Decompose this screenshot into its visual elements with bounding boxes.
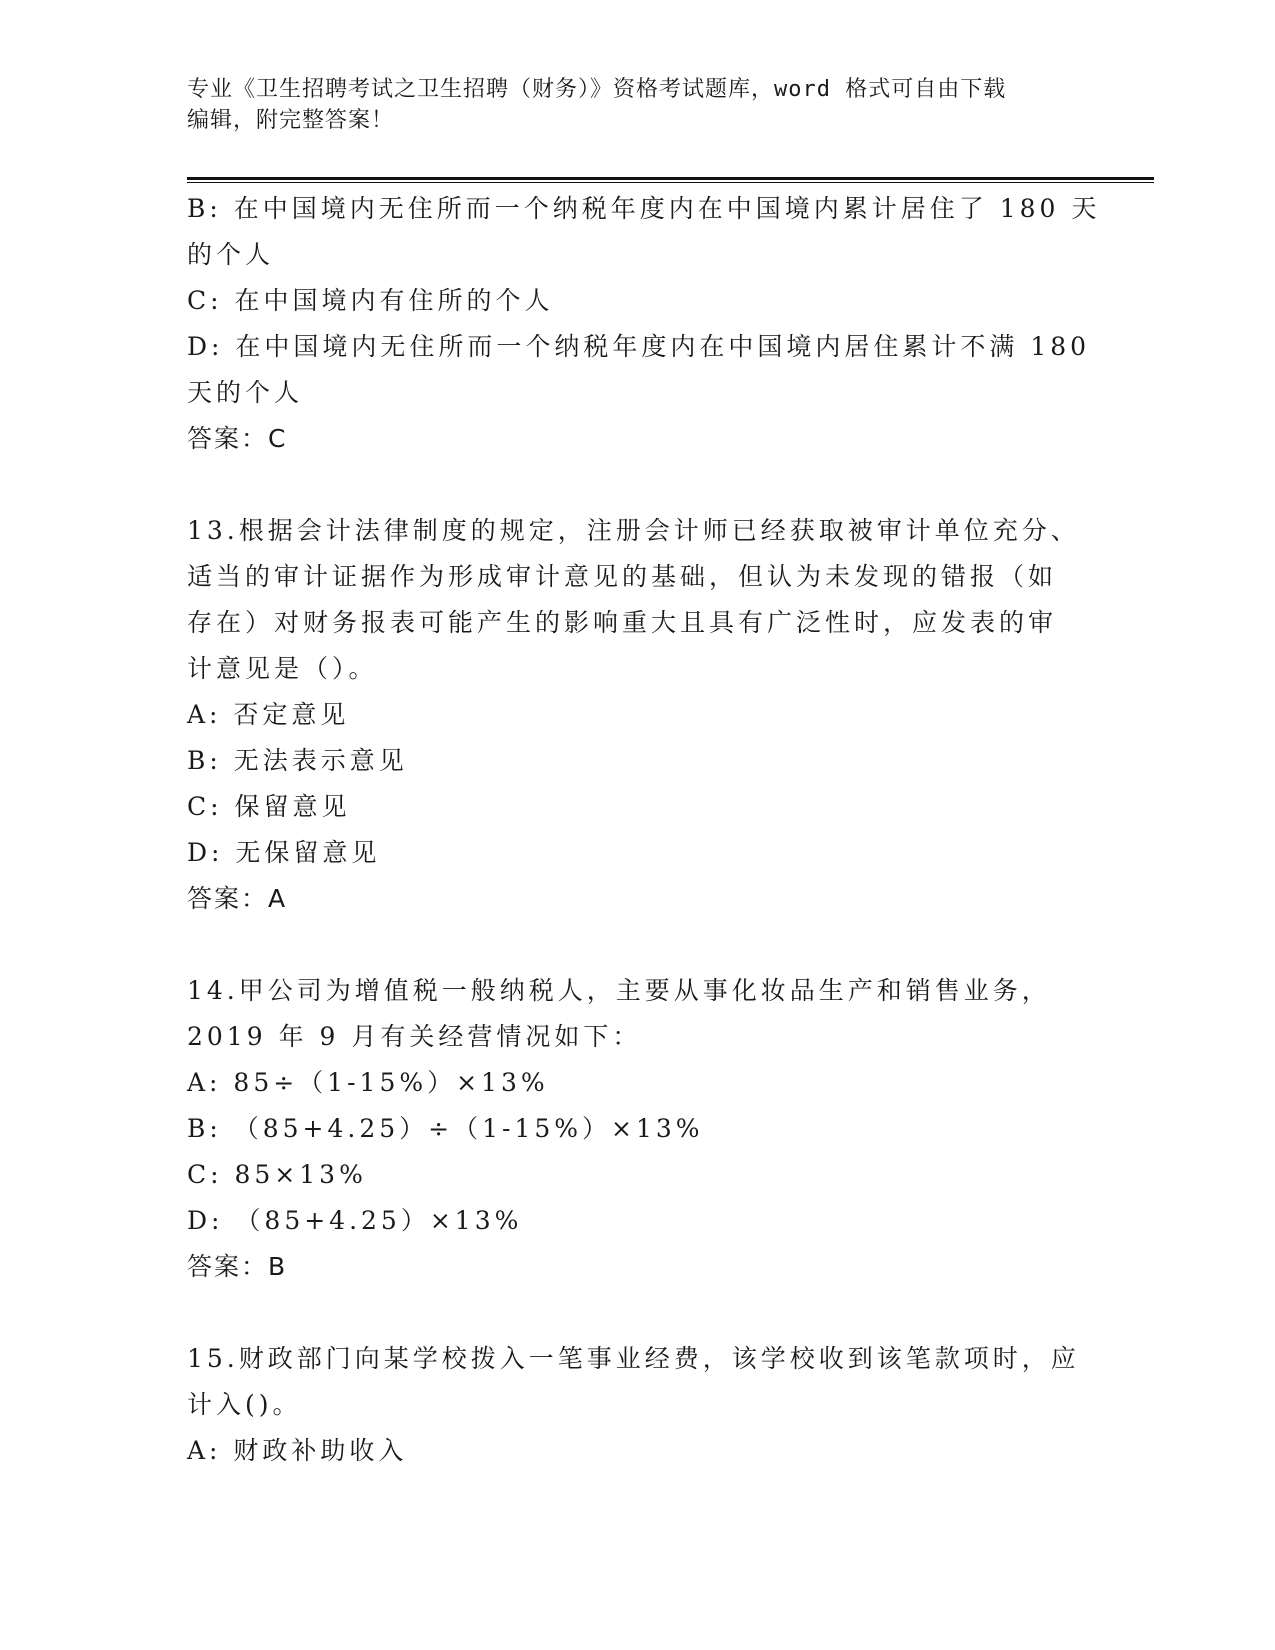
option-b: B: （85+4.25）÷（1-15%）×13% <box>187 1114 704 1143</box>
option-a: A: 85÷（1-15%）×13% <box>187 1068 549 1097</box>
question-14 <box>187 968 1067 1290</box>
question-stem-line-4: 计意见是（）。 <box>187 654 378 683</box>
question-stem-line-2: 适当的审计证据作为形成审计意见的基础，但认为未发现的错报（如 <box>187 562 1058 591</box>
answer: 答案：A <box>187 884 288 913</box>
document-body <box>187 186 1101 1474</box>
question-13 <box>187 508 1080 922</box>
option-a: A: 财政补助收入 <box>187 1436 408 1465</box>
spacer <box>187 922 1067 968</box>
header-rule-thin <box>187 182 1154 183</box>
option-d-line-2: 天的个人 <box>187 378 304 407</box>
question-stem-line-3: 存在）对财务报表可能产生的影响重大且具有广泛性时，应发表的审 <box>187 608 1058 637</box>
spacer <box>187 1290 1067 1336</box>
page-header <box>187 74 1067 136</box>
question-stem-line-2: 计入()。 <box>187 1390 302 1419</box>
answer: 答案：B <box>187 1252 288 1281</box>
option-c: C: 85×13% <box>187 1160 367 1189</box>
option-c: C: 保留意见 <box>187 792 351 821</box>
spacer <box>187 462 1067 508</box>
option-a: A: 否定意见 <box>187 700 350 729</box>
option-b-line-1: B: 在中国境内无住所而一个纳税年度内在中国境内累计居住了 180 天 <box>187 194 1101 223</box>
option-c: C: 在中国境内有住所的个人 <box>187 286 554 315</box>
header-line-1: 专业《卫生招聘考试之卫生招聘（财务）》资格考试题库，word 格式可自由下载 <box>187 77 1007 102</box>
option-d: D: （85+4.25）×13% <box>187 1206 523 1235</box>
question-15 <box>187 1336 1080 1474</box>
question-stem-line-1: 15.财政部门向某学校拨入一笔事业经费，该学校收到该笔款项时，应 <box>187 1344 1080 1373</box>
option-d-line-1: D: 在中国境内无住所而一个纳税年度内在中国境内居住累计不满 180 <box>187 332 1091 361</box>
header-line-2: 编辑，附完整答案！ <box>187 108 395 133</box>
header-rule-thick <box>187 177 1154 180</box>
option-d: D: 无保留意见 <box>187 838 381 867</box>
question-12 <box>187 186 1101 462</box>
question-stem-line-2: 2019 年 9 月有关经营情况如下： <box>187 1022 642 1051</box>
option-b-line-2: 的个人 <box>187 240 275 269</box>
answer: 答案：C <box>187 424 288 453</box>
option-b: B: 无法表示意见 <box>187 746 408 775</box>
question-stem-line-1: 13.根据会计法律制度的规定，注册会计师已经获取被审计单位充分、 <box>187 516 1080 545</box>
question-stem-line-1: 14.甲公司为增值税一般纳税人，主要从事化妆品生产和销售业务， <box>187 976 1051 1005</box>
